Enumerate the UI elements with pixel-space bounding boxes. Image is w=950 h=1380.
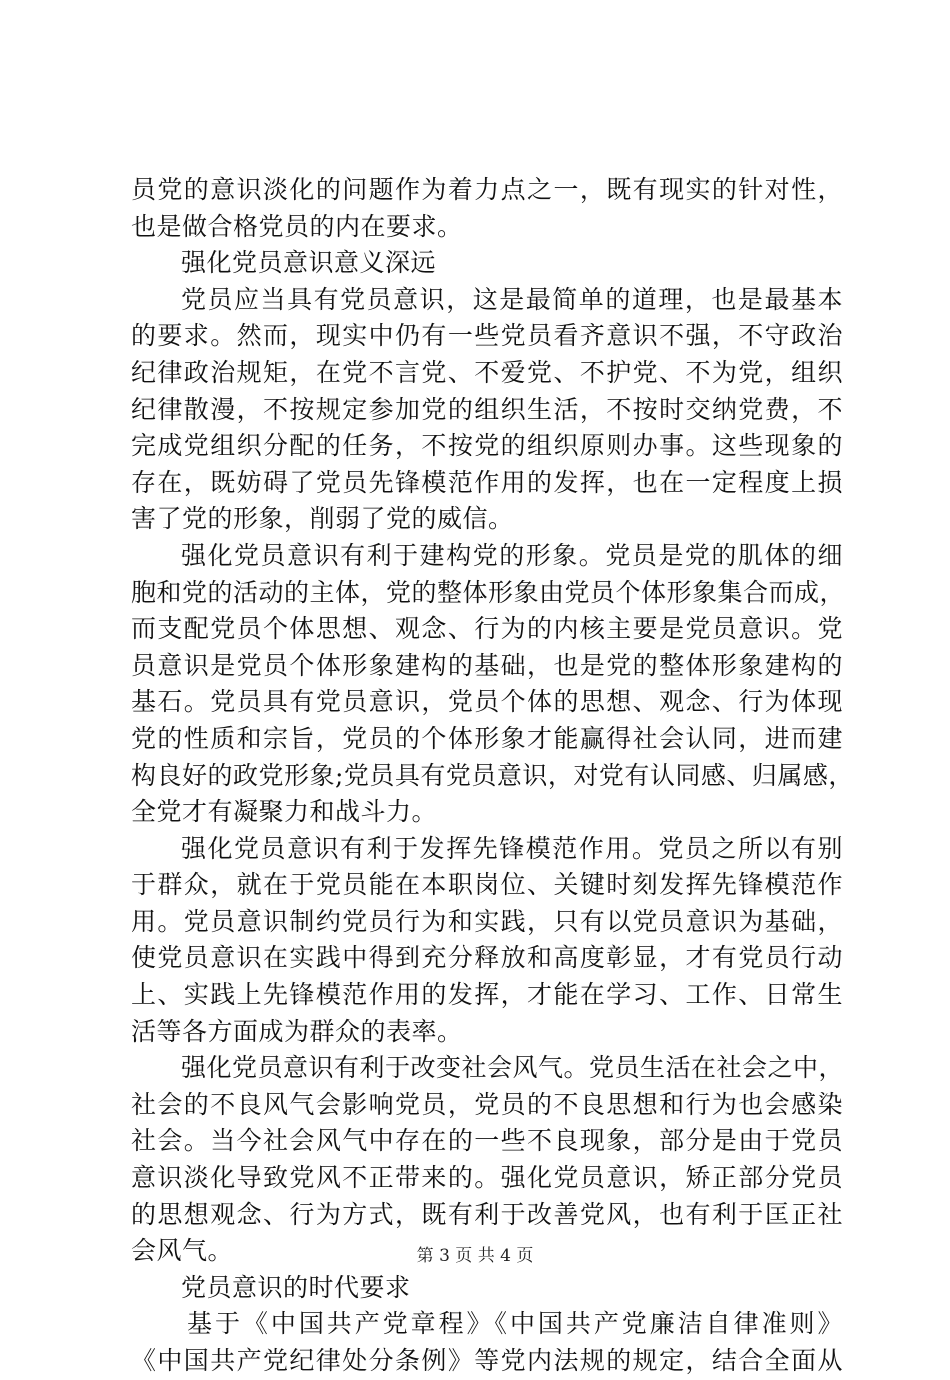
text-line: 用。党员意识制约党员行为和实践，只有以党员意识为基础， xyxy=(131,906,843,936)
text-line: 强化党员意识有利于建构党的形象。党员是党的肌体的细 xyxy=(181,540,843,570)
text-line: 纪律散漫，不按规定参加党的组织生活，不按时交纳党费，不 xyxy=(131,394,843,424)
text-line: 党员应当具有党员意识，这是最简单的道理，也是最基本 xyxy=(181,284,843,314)
text-line: 构良好的政党形象;党员具有党员意识，对党有认同感、归属感， xyxy=(131,760,854,790)
text-line: 而支配党员个体思想、观念、行为的内核主要是党员意识。党 xyxy=(131,614,843,644)
text-line: 全党才有凝聚力和战斗力。 xyxy=(131,797,438,827)
text-line: 活等各方面成为群众的表率。 xyxy=(131,1016,463,1046)
text-line: 党的性质和宗旨，党员的个体形象才能赢得社会认同，进而建 xyxy=(131,723,843,753)
text-line: 意识淡化导致党风不正带来的。强化党员意识，矫正部分党员 xyxy=(131,1163,843,1193)
text-line: 党员意识的时代要求 xyxy=(181,1272,411,1302)
text-line: 强化党员意识有利于改变社会风气。党员生活在社会之中， xyxy=(181,1053,845,1083)
text-line: 员党的意识淡化的问题作为着力点之一，既有现实的针对性， xyxy=(131,175,843,204)
text-line: 的要求。然而，现实中仍有一些党员看齐意识不强，不守政治 xyxy=(131,321,843,351)
text-line: 《中国共产党纪律处分条例》等党内法规的规定，结合全面从 xyxy=(131,1346,843,1375)
text-line: 基石。党员具有党员意识，党员个体的思想、观念、行为体现 xyxy=(131,687,843,717)
text-line: 完成党组织分配的任务，不按党的组织原则办事。这些现象的 xyxy=(131,431,843,461)
text-line: 存在，既妨碍了党员先锋模范作用的发挥，也在一定程度上损 xyxy=(131,467,843,497)
text-line: 基于《中国共产党章程》《中国共产党廉洁自律准则》 xyxy=(187,1309,843,1339)
text-line: 胞和党的活动的主体，党的整体形象由党员个体形象集合而成， xyxy=(131,577,846,607)
text-line: 社会。当今社会风气中存在的一些不良现象，部分是由于党员 xyxy=(131,1126,843,1156)
text-line: 于群众，就在于党员能在本职岗位、关键时刻发挥先锋模范作 xyxy=(131,870,843,900)
text-line: 使党员意识在实践中得到充分释放和高度彰显，才有党员行动 xyxy=(131,943,843,973)
text-line: 员意识是党员个体形象建构的基础，也是党的整体形象建构的 xyxy=(131,650,843,680)
text-line: 会风气。 xyxy=(131,1236,234,1266)
text-line: 社会的不良风气会影响党员，党员的不良思想和行为也会感染 xyxy=(131,1089,843,1119)
document-body xyxy=(131,172,854,1380)
text-line: 的思想观念、行为方式，既有利于改善党风，也有利于匡正社 xyxy=(131,1199,843,1229)
text-line: 上、实践上先锋模范作用的发挥，才能在学习、工作、日常生 xyxy=(131,980,843,1010)
text-line: 强化党员意识意义深远 xyxy=(181,248,437,278)
text-line: 害了党的形象，削弱了党的威信。 xyxy=(131,504,514,534)
page-footer: 第 3 页 共 4 页 xyxy=(416,1246,534,1266)
text-line: 纪律政治规矩，在党不言党、不爱党、不护党、不为党，组织 xyxy=(131,357,843,387)
text-line: 强化党员意识有利于发挥先锋模范作用。党员之所以有别 xyxy=(181,833,843,863)
text-line: 也是做合格党员的内在要求。 xyxy=(131,211,463,241)
